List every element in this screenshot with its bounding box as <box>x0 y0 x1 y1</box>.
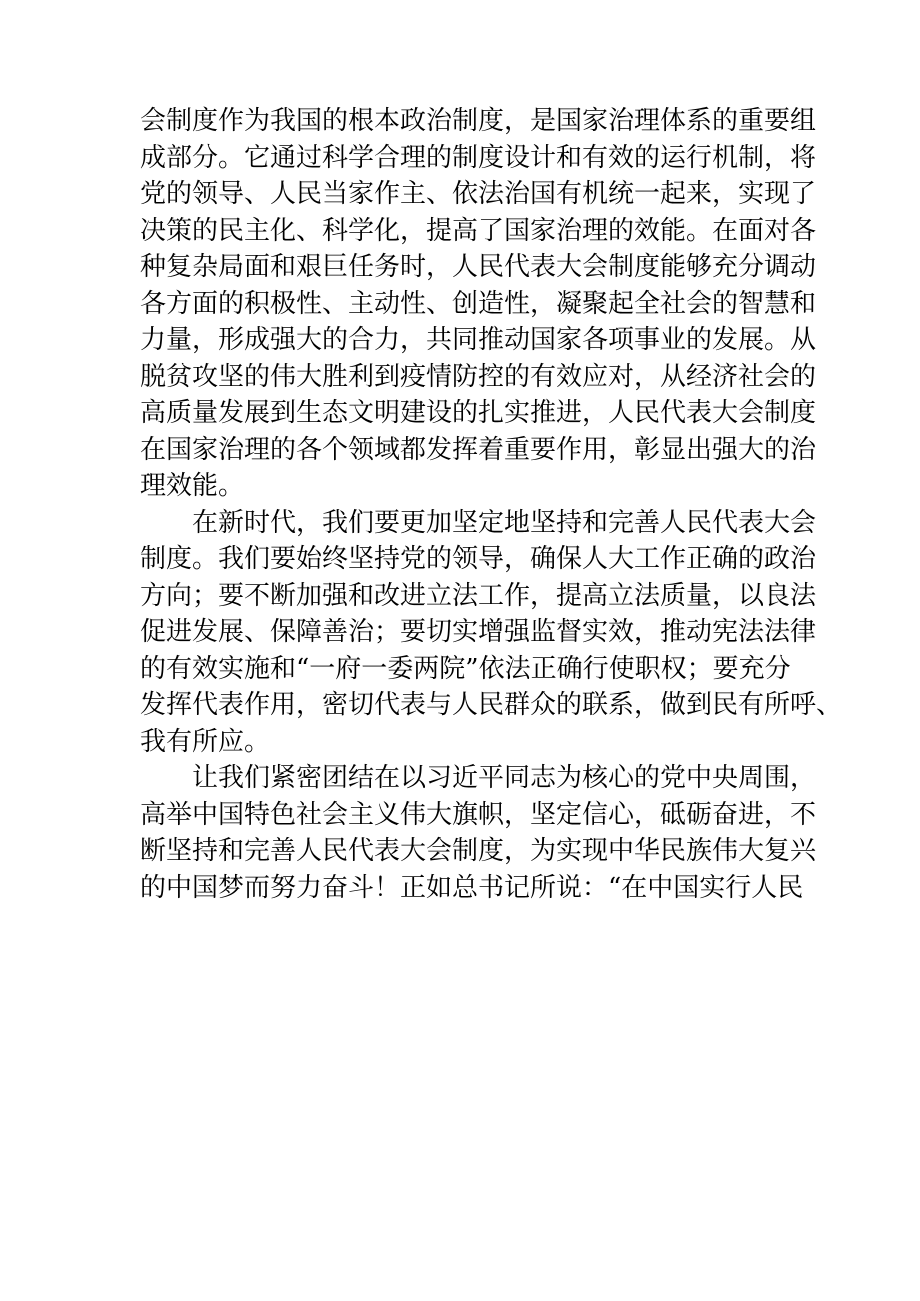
paragraph-1 <box>140 103 817 505</box>
text-line: 理效能。 <box>140 471 245 501</box>
text-line: 制度。我们要始终坚持党的领导，确保人大工作正确的政治 <box>140 544 817 574</box>
text-line: 断坚持和完善人民代表大会制度，为实现中华民族伟大复兴 <box>140 836 817 866</box>
text-line: 成部分。它通过科学合理的制度设计和有效的运行机制，将 <box>140 142 817 173</box>
text-line: 促进发展、保障善治；要切实增强监督实效，推动宪法法律 <box>140 617 817 647</box>
text-line: 的中国梦而努力奋斗！正如总书记所说：“在中国实行人民 <box>140 872 804 903</box>
text-line: 在国家治理的各个领域都发挥着重要作用，彰显出强大的治 <box>140 434 817 465</box>
text-line: 会制度作为我国的根本政治制度，是国家治理体系的重要组 <box>140 106 817 136</box>
text-line: 力量，形成强大的合力，共同推动国家各项事业的发展。从 <box>140 325 817 355</box>
text-line: 让我们紧密团结在以习近平同志为核心的党中央周围， <box>192 763 817 793</box>
text-line: 高举中国特色社会主义伟大旗帜，坚定信心，砥砺奋进，不 <box>140 799 817 830</box>
document-body <box>140 103 843 906</box>
text-line: 脱贫攻坚的伟大胜利到疫情防控的有效应对，从经济社会的 <box>140 361 817 392</box>
text-line: 高质量发展到生态文明建设的扎实推进，人民代表大会制度 <box>140 398 817 428</box>
paragraph-3 <box>140 760 817 906</box>
text-line: 各方面的积极性、主动性、创造性，凝聚起全社会的智慧和 <box>140 288 817 319</box>
text-line: 我有所应。 <box>140 726 271 757</box>
text-line: 的有效实施和“一府一委两院”依法正确行使职权；要充分 <box>140 653 791 684</box>
text-line: 决策的民主化、科学化，提高了国家治理的效能。在面对各 <box>140 215 817 246</box>
text-line: 在新时代，我们要更加坚定地坚持和完善人民代表大会 <box>192 507 817 538</box>
text-line: 种复杂局面和艰巨任务时，人民代表大会制度能够充分调动 <box>140 252 817 282</box>
text-line: 方向；要不断加强和改进立法工作，提高立法质量，以良法 <box>140 580 817 611</box>
text-line: 党的领导、人民当家作主、依法治国有机统一起来，实现了 <box>140 179 817 209</box>
paragraph-2 <box>140 505 843 761</box>
text-line: 发挥代表作用，密切代表与人民群众的联系，做到民有所呼、 <box>140 690 843 720</box>
